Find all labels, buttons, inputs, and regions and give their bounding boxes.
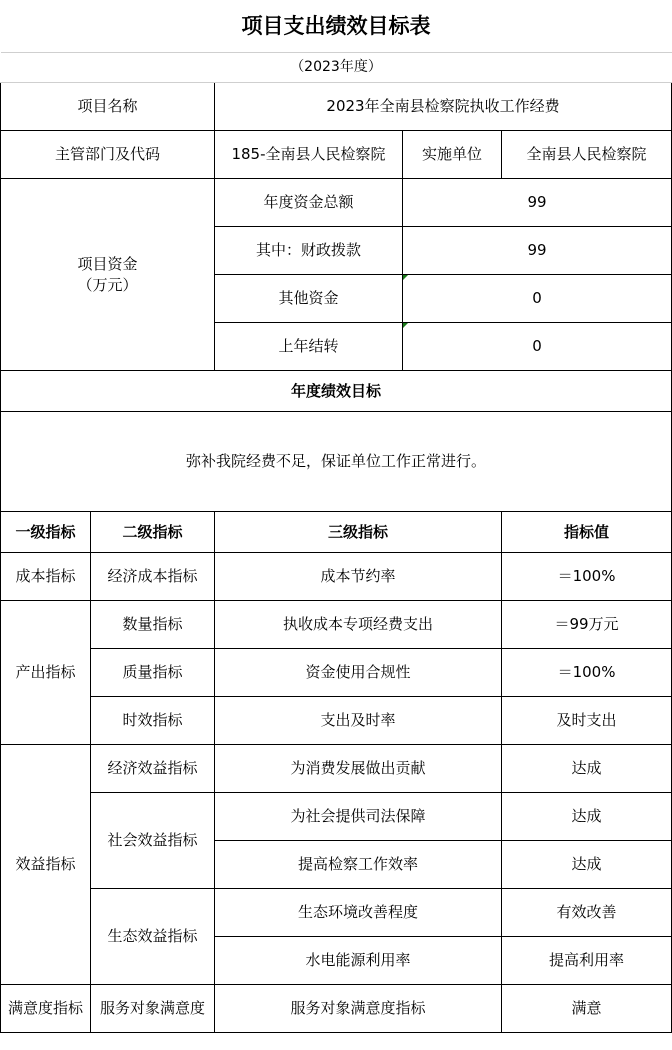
benefit-social-level3-1: 为社会提供司法保障 bbox=[215, 793, 502, 841]
benefit-social-level3-2: 提高检察工作效率 bbox=[215, 841, 502, 889]
department-value: 185-全南县人民检察院 bbox=[215, 131, 403, 179]
benefit-economic-level2: 经济效益指标 bbox=[91, 745, 215, 793]
cost-level1: 成本指标 bbox=[1, 553, 91, 601]
benefit-ecological-value-1: 有效改善 bbox=[502, 889, 672, 937]
header-value: 指标值 bbox=[502, 512, 672, 553]
fiscal-year: （2023年度） bbox=[1, 53, 672, 83]
output-quantity-value: ＝99万元 bbox=[502, 601, 672, 649]
header-level3: 三级指标 bbox=[215, 512, 502, 553]
implementing-unit-value: 全南县人民检察院 bbox=[502, 131, 672, 179]
fund-total-label: 年度资金总额 bbox=[215, 179, 403, 227]
fund-other-label: 其他资金 bbox=[215, 275, 403, 323]
fund-fiscal-label: 其中：财政拨款 bbox=[215, 227, 403, 275]
benefit-social-value-2: 达成 bbox=[502, 841, 672, 889]
annual-goal-heading: 年度绩效目标 bbox=[1, 371, 672, 412]
satisfaction-level1: 满意度指标 bbox=[1, 985, 91, 1033]
satisfaction-value: 满意 bbox=[502, 985, 672, 1033]
annual-goal-text: 弥补我院经费不足，保证单位工作正常进行。 bbox=[1, 412, 672, 512]
header-level1: 一级指标 bbox=[1, 512, 91, 553]
output-timeliness-value: 及时支出 bbox=[502, 697, 672, 745]
project-funds-label: 项目资金 （万元） bbox=[1, 179, 215, 371]
cost-level3: 成本节约率 bbox=[215, 553, 502, 601]
output-quantity-level3: 执收成本专项经费支出 bbox=[215, 601, 502, 649]
fund-carryover-value: 0 bbox=[403, 323, 672, 371]
output-timeliness-level2: 时效指标 bbox=[91, 697, 215, 745]
output-quality-level2: 质量指标 bbox=[91, 649, 215, 697]
header-level2: 二级指标 bbox=[91, 512, 215, 553]
benefit-economic-level3: 为消费发展做出贡献 bbox=[215, 745, 502, 793]
benefit-economic-value: 达成 bbox=[502, 745, 672, 793]
fund-fiscal-value: 99 bbox=[403, 227, 672, 275]
cost-level2: 经济成本指标 bbox=[91, 553, 215, 601]
output-quality-value: ＝100% bbox=[502, 649, 672, 697]
implementing-unit-label: 实施单位 bbox=[403, 131, 502, 179]
output-quantity-level2: 数量指标 bbox=[91, 601, 215, 649]
benefit-social-level2: 社会效益指标 bbox=[91, 793, 215, 889]
page-title: 项目支出绩效目标表 bbox=[241, 13, 431, 38]
benefit-ecological-level2: 生态效益指标 bbox=[91, 889, 215, 985]
department-label: 主管部门及代码 bbox=[1, 131, 215, 179]
fund-other-value: 0 bbox=[403, 275, 672, 323]
benefit-ecological-value-2: 提高利用率 bbox=[502, 937, 672, 985]
benefit-ecological-level3-2: 水电能源利用率 bbox=[215, 937, 502, 985]
output-level1: 产出指标 bbox=[1, 601, 91, 745]
fund-carryover-label: 上年结转 bbox=[215, 323, 403, 371]
benefit-ecological-level3-1: 生态环境改善程度 bbox=[215, 889, 502, 937]
output-quality-level3: 资金使用合规性 bbox=[215, 649, 502, 697]
project-name-label: 项目名称 bbox=[1, 83, 215, 131]
benefit-social-value-1: 达成 bbox=[502, 793, 672, 841]
benefit-level1: 效益指标 bbox=[1, 745, 91, 985]
cost-value: ＝100% bbox=[502, 553, 672, 601]
project-name-value: 2023年全南县检察院执收工作经费 bbox=[215, 83, 672, 131]
output-timeliness-level3: 支出及时率 bbox=[215, 697, 502, 745]
satisfaction-level3: 服务对象满意度指标 bbox=[215, 985, 502, 1033]
satisfaction-level2: 服务对象满意度 bbox=[91, 985, 215, 1033]
fund-total-value: 99 bbox=[403, 179, 672, 227]
